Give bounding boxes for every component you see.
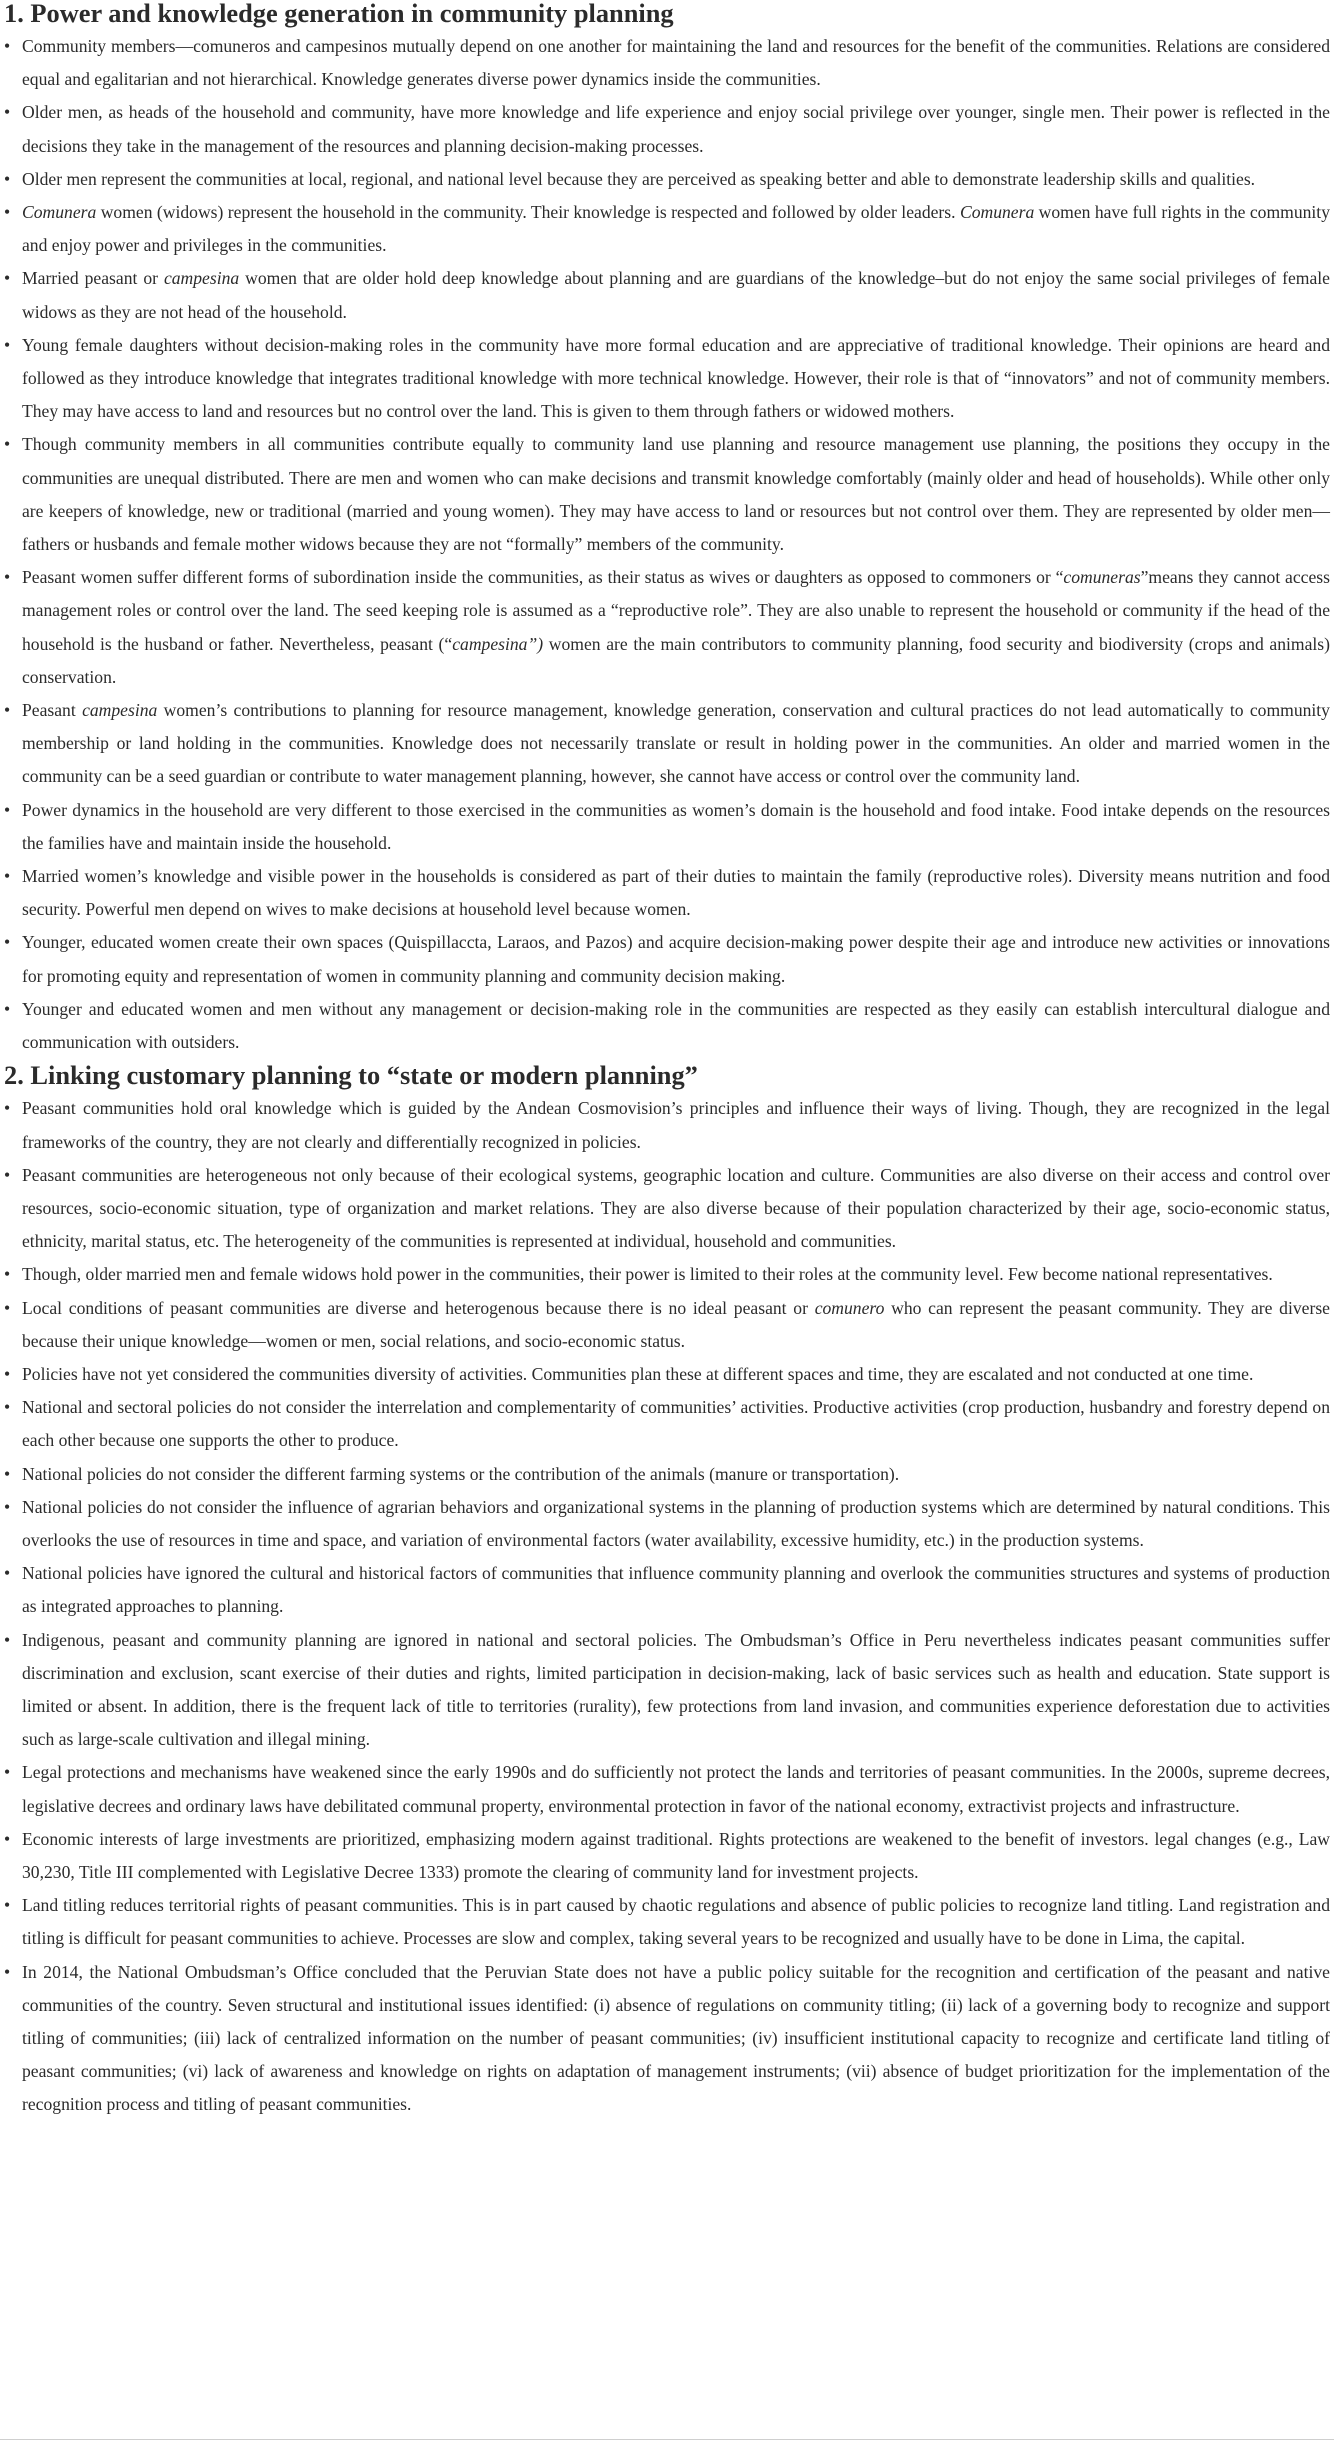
bullet-icon: • (4, 567, 11, 588)
text-segment: Peasant communities hold oral knowledge which is guided by the Andean Cosmovision’s principles and influence their ways of living. Though, they are recognized in the legal frameworks of the country, they are not clearly and differentially recognized in policies. (22, 1098, 1330, 1152)
list-item (4, 1956, 1330, 2122)
list-item (4, 30, 1330, 96)
list-item (4, 1092, 1330, 1158)
text-segment: Economic interests of large investments are prioritized, emphasizing modern against traditional. Rights protections are weakened to the benefit of investors. legal changes (e.g., Law 30,230, Title III complemented with Legislative Decree 1333) promote the clearing of community land for investment projects. (22, 1828, 1330, 1882)
bullet-icon: • (4, 1463, 11, 1484)
bullet-icon: • (4, 1961, 11, 1982)
bullet-icon: • (4, 932, 11, 953)
text-segment: Indigenous, peasant and community planning are ignored in national and sectoral policies. The Ombudsman’s Office in Peru nevertheless indicates peasant communities suffer discrimination and exclusion, scant exercise of their duties and rights, limited participation in decision-making, lack of basic services such as health and education. State support is limited or absent. In addition, there is the frequent lack of title to territories (rurality), few protections from land invasion, and communities experience deforestation due to activities such as large-scale cultivation and illegal mining. (22, 1629, 1330, 1750)
bullet-list-power (4, 30, 1330, 1059)
bullet-icon: • (4, 1828, 11, 1849)
list-item-text (22, 1962, 1330, 2115)
list-item-text (22, 169, 1255, 189)
text-segment: Married women’s knowledge and visible power in the households is considered as part of their duties to maintain the family (reproductive roles). Diversity means nutrition and food security. Powerful men depend on wives to make decisions at household level because women. (22, 866, 1330, 920)
bottom-divider (0, 2439, 1334, 2440)
list-item-text (22, 268, 1330, 321)
text-segment: Young female daughters without decision-making roles in the community have more formal education and are appreciative of traditional knowledge. Their opinions are heard and followed as they introduce knowledge that integrates traditional knowledge with more technical knowledge. However, their role is that of “innovators” and not of community members. They may have access to land and resources but no control over the land. This is given to them through fathers or widowed mothers. (22, 334, 1330, 422)
list-item (4, 1624, 1330, 1757)
list-item (4, 329, 1330, 429)
text-segment: Peasant communities are heterogeneous not only because of their ecological systems, geographic location and culture. Communities are also diverse on their access and control over resources, socio-economic situation, type of organization and market relations. They are also diverse because of their population characterized by their age, socio-economic status, ethnicity, marital status, etc. The heterogeneity of the communities is represented at individual, household and communities. (22, 1164, 1330, 1252)
bullet-icon: • (4, 1098, 11, 1119)
text-segment: National policies do not consider the different farming systems or the contribution of the animals (manure or transportation). (22, 1463, 900, 1484)
text-segment: Legal protections and mechanisms have weakened since the early 1990s and do sufficiently not protect the lands and territories of peasant communities. In the 2000s, supreme decrees, legislative decrees and ordinary laws have debilitated communal property, environmental protection in favor of the national economy, extractivist projects and infrastructure. (22, 1762, 1330, 1816)
list-item-text (22, 567, 1330, 687)
text-segment: Local conditions of peasant communities are diverse and heterogenous because there is no ideal peasant or (22, 1297, 815, 1318)
list-item (4, 794, 1330, 860)
list-item-text (22, 202, 1330, 255)
list-item-text (22, 1762, 1330, 1815)
italic-term: campesina”) (452, 633, 544, 654)
list-item (4, 196, 1330, 262)
bullet-icon: • (4, 700, 11, 721)
text-segment: women have full rights in the community and enjoy power and privileges in the communities. (22, 202, 1330, 256)
text-segment: Community members—comuneros and campesinos mutually depend on one another for maintaining the land and resources for the benefit of the communities. Relations are considered equal and egalitarian and not hierarchical. Knowledge generates diverse power dynamics inside the communities. (22, 36, 1330, 90)
list-item (4, 1491, 1330, 1557)
list-item (4, 1756, 1330, 1822)
list-item-text (22, 932, 1330, 985)
bullet-icon: • (4, 202, 11, 223)
list-item (4, 1159, 1330, 1259)
list-item (4, 1557, 1330, 1623)
text-segment: Younger, educated women create their own spaces (Quispillaccta, Laraos, and Pazos) and acquire decision-making power despite their age and introduce new activities or innovations for promoting equity and representation of women in community planning and community decision making. (22, 932, 1330, 986)
bullet-icon: • (4, 1164, 11, 1185)
list-item-text (22, 1364, 1253, 1384)
bullet-icon: • (4, 334, 11, 355)
list-item-text (22, 1630, 1330, 1750)
list-item-text (22, 1497, 1330, 1550)
list-item (4, 1258, 1330, 1291)
bullet-icon: • (4, 1629, 11, 1650)
bullet-icon: • (4, 1297, 11, 1318)
section-heading-power: 1. Power and knowledge generation in community planning (4, 0, 674, 28)
bullet-icon: • (4, 866, 11, 887)
list-item-text (22, 1464, 899, 1484)
italic-term: Comunera (22, 202, 97, 223)
bullet-icon: • (4, 1563, 11, 1584)
list-item-text (22, 866, 1330, 919)
bullet-icon: • (4, 1264, 11, 1285)
list-item (4, 163, 1330, 196)
list-item-text (22, 434, 1330, 554)
list-item (4, 262, 1330, 328)
bullet-list-linking (4, 1092, 1330, 2121)
text-segment: women are the main contributors to community planning, food security and biodiversity (crops and animals) conservation. (22, 633, 1331, 687)
italic-term: comuneras (1063, 567, 1141, 588)
text-segment: Though, older married men and female widows hold power in the communities, their power is limited to their roles at the community level. Few become national representatives. (22, 1264, 1273, 1285)
text-segment: Older men represent the communities at local, regional, and national level because they are perceived as speaking better and able to demonstrate leadership skills and qualities. (22, 168, 1256, 189)
list-item-text (22, 1895, 1330, 1948)
list-item (4, 96, 1330, 162)
list-item (4, 1292, 1330, 1358)
list-item-text (22, 335, 1330, 421)
list-item-text (22, 1563, 1330, 1616)
list-item-text (22, 1165, 1330, 1251)
text-segment: National policies have ignored the cultural and historical factors of communities that influence community planning and overlook the communities structures and systems of production as integrated approaches to planning. (22, 1563, 1330, 1617)
text-segment: Peasant women suffer different forms of subordination inside the communities, as their status as wives or daughters as opposed to commoners or “ (22, 567, 1064, 588)
bullet-icon: • (4, 1496, 11, 1517)
italic-term: campesina (82, 700, 158, 721)
text-segment: Power dynamics in the household are very different to those exercised in the communities as women’s domain is the household and food intake. Food intake depends on the resources the families have and maintain inside the household. (22, 799, 1330, 853)
bullet-icon: • (4, 1363, 11, 1384)
list-item-text (22, 1264, 1273, 1284)
text-segment: Land titling reduces territorial rights of peasant communities. This is in part caused by chaotic regulations and absence of public policies to recognize land titling. Land registration and titling is difficult for peasant communities to achieve. Processes are slow and complex, taking several years to be recognized and usually have to be done in Lima, the capital. (22, 1895, 1330, 1949)
bullet-icon: • (4, 268, 11, 289)
text-segment: National and sectoral policies do not consider the interrelation and complementarity of communities’ activities. Productive activities (crop production, husbandry and forestry depend on each other because one supports the other to produce. (22, 1397, 1330, 1451)
list-item (4, 428, 1330, 561)
text-segment: Older men, as heads of the household and community, have more knowledge and life experience and enjoy social privilege over younger, single men. Their power is reflected in the decisions they take in the management of the resources and planning decision-making processes. (22, 102, 1330, 156)
list-item-text (22, 36, 1330, 89)
bullet-icon: • (4, 102, 11, 123)
list-item-text (22, 1298, 1330, 1351)
text-segment: Married peasant or (22, 268, 164, 289)
text-segment: Policies have not yet considered the communities diversity of activities. Communities plan these at different spaces and time, they are escalated and not conducted at one time. (22, 1363, 1254, 1384)
bullet-icon: • (4, 36, 11, 56)
text-segment: Younger and educated women and men without any management or decision-making role in the communities are respected as they easily can establish intercultural dialogue and communication with outsiders. (22, 998, 1330, 1053)
text-segment: ”means they cannot access management roles or control over the land. The seed keeping role is assumed as a “reproductive role”. They are also unable to represent the household or community if the head of the household is the husband or father. Nevertheless, peasant (“ (22, 567, 1330, 654)
italic-term: comunero (814, 1297, 885, 1318)
list-item-text (22, 102, 1330, 155)
text-segment: women that are older hold deep knowledge about planning and are guardians of the knowledge–but do not enjoy the same social privileges of female widows as they are not head of the household. (22, 268, 1330, 322)
list-item (4, 993, 1330, 1059)
bullet-icon: • (4, 168, 11, 189)
list-item (4, 694, 1330, 794)
text-segment: who can represent the peasant community. They are diverse because their unique knowledge—women or men, social relations, and socio-economic status. (22, 1297, 1330, 1351)
list-item (4, 1458, 1330, 1491)
bullet-icon: • (4, 1895, 11, 1916)
text-segment: In 2014, the National Ombudsman’s Office concluded that the Peruvian State does not have a public policy suitable for the recognition and certification of the peasant and native communities of the country. Seven structural and institutional issues identified: (i) absence of regulations on community titling; (ii) lack of a governing body to recognize and support titling of communities; (iii) lack of centralized information on the number of peasant communities; (iv) insufficient institutional capacity to recognize and certificate land titling of peasant communities; (vi) lack of awareness and knowledge on rights on adaptation of management instruments; (vii) absence of budget prioritization for the implementation of the recognition process and titling of peasant communities. (22, 1961, 1330, 2115)
bullet-icon: • (4, 799, 11, 820)
bullet-icon: • (4, 434, 11, 455)
list-item (4, 561, 1330, 694)
text-segment: women’s contributions to planning for resource management, knowledge generation, conservation and cultural practices do not lead automatically to community membership or land holding in the communities. Knowledge does not necessarily translate or result in holding power in the communities. An older and married women in the community can be a seed guardian or contribute to water management planning, however, she cannot have access or control over the community land. (22, 700, 1330, 787)
bullet-icon: • (4, 1762, 11, 1783)
bullet-icon: • (4, 998, 11, 1019)
italic-term: campesina (163, 268, 240, 289)
list-item-text (22, 999, 1330, 1052)
list-item (4, 1391, 1330, 1457)
list-item-text (22, 800, 1330, 853)
list-item-text (22, 700, 1330, 786)
list-item (4, 926, 1330, 992)
text-segment: Peasant (22, 700, 83, 721)
bullet-icon: • (4, 1397, 11, 1418)
list-item-text (22, 1397, 1330, 1450)
section-heading-linking: 2. Linking customary planning to “state or modern planning” (4, 1060, 698, 1091)
list-item (4, 1889, 1330, 1955)
text-segment: National policies do not consider the influence of agrarian behaviors and organizational systems in the planning of production systems which are determined by natural conditions. This overlooks the use of resources in time and space, and variation of environmental factors (water availability, excessive humidity, etc.) in the production systems. (22, 1496, 1330, 1550)
text-segment: women (widows) represent the household in the community. Their knowledge is respected and followed by older leaders. (96, 202, 960, 223)
list-item-text (22, 1098, 1330, 1151)
list-item (4, 1823, 1330, 1889)
list-item (4, 860, 1330, 926)
list-item-text (22, 1829, 1330, 1882)
italic-term: Comunera (959, 202, 1035, 223)
text-segment: Though community members in all communities contribute equally to community land use planning and resource management use planning, the positions they occupy in the communities are unequal distributed. There are men and women who can make decisions and transmit knowledge comfortably (mainly older and head of households). While other only are keepers of knowledge, new or traditional (married and young women). They may have access to land or resources but not control over them. They are represented by older men—fathers or husbands and female mother widows because they are not “formally” members of the community. (22, 434, 1330, 555)
list-item (4, 1358, 1330, 1391)
